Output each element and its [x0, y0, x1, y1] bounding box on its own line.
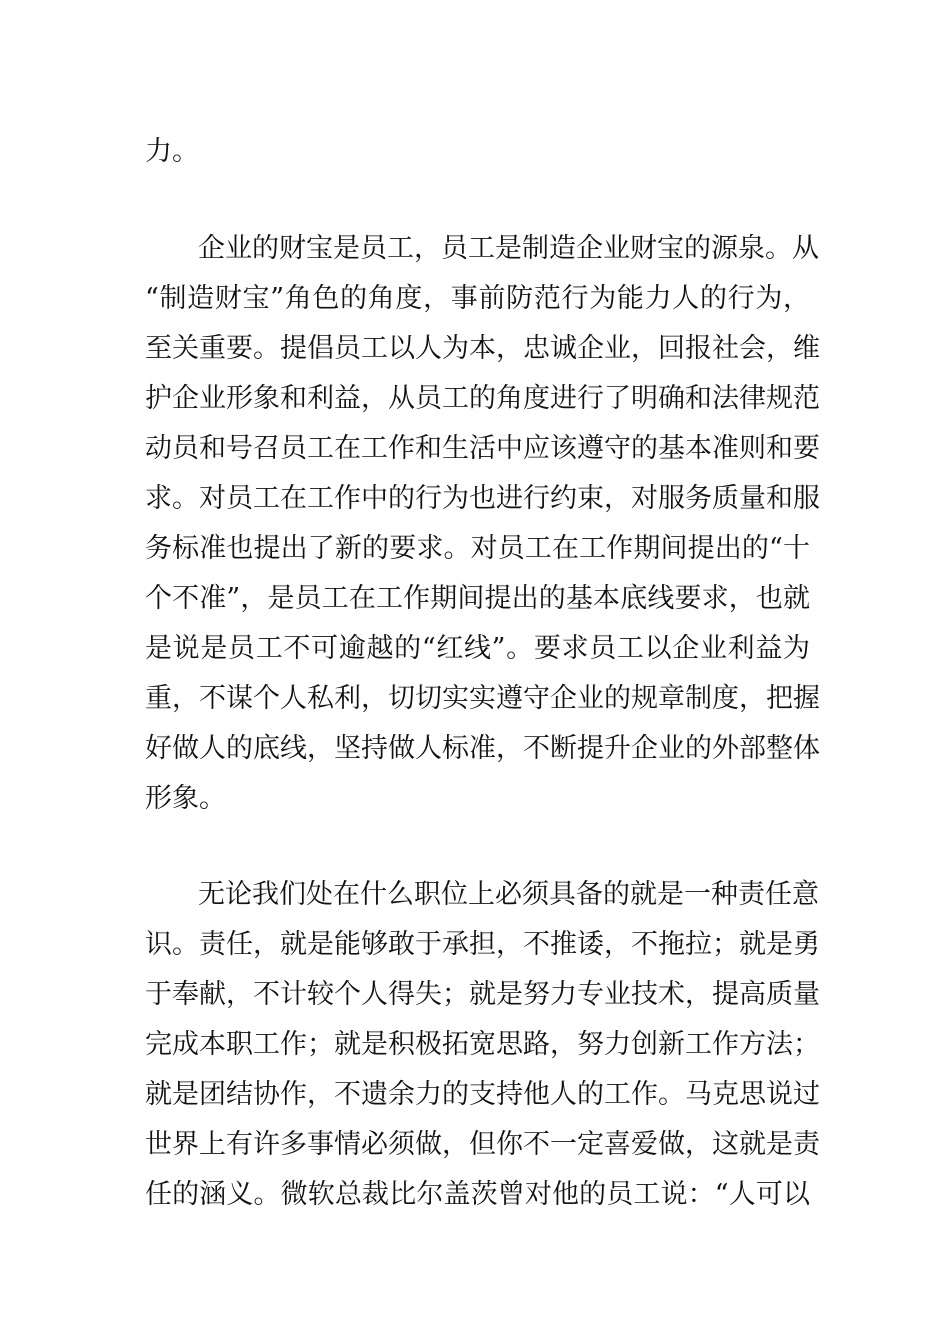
- text-line: 个不准”，是员工在工作期间提出的基本底线要求，也就: [145, 583, 810, 614]
- text-line: 识。责任，就是能够敢于承担，不推诿，不拖拉；就是勇: [145, 929, 820, 960]
- text-line: 完成本职工作；就是积极拓宽思路，努力创新工作方法；: [145, 1029, 820, 1060]
- text-line: 力。: [145, 136, 199, 167]
- text-line: 无论我们处在什么职位上必须具备的就是一种责任意: [198, 879, 819, 910]
- text-line: 是说是员工不可逾越的“红线”。要求员工以企业利益为: [145, 633, 810, 664]
- text-line: 于奉献，不计较个人得失；就是努力专业技术，提高质量: [145, 979, 820, 1010]
- text-line: 至关重要。提倡员工以人为本，忠诚企业，回报社会，维: [145, 333, 820, 364]
- text-line: 务标准也提出了新的要求。对员工在工作期间提出的“十: [145, 533, 810, 564]
- text-line: 就是团结协作，不遗余力的支持他人的工作。马克思说过: [145, 1079, 820, 1110]
- text-line: 企业的财宝是员工，员工是制造企业财宝的源泉。从: [198, 233, 819, 264]
- text-line: 任的涵义。微软总裁比尔盖茨曾对他的员工说：“人可以: [145, 1179, 810, 1210]
- text-line: 形象。: [145, 783, 226, 814]
- text-line: “制造财宝”角色的角度，事前防范行为能力人的行为，: [145, 283, 810, 314]
- text-line: 动员和号召员工在工作和生活中应该遵守的基本准则和要: [145, 433, 820, 464]
- text-line: 求。对员工在工作中的行为也进行约束，对服务质量和服: [145, 483, 820, 514]
- text-line: 世界上有许多事情必须做，但你不一定喜爱做，这就是责: [145, 1129, 820, 1160]
- text-line: 重，不谋个人私利，切切实实遵守企业的规章制度，把握: [145, 683, 820, 714]
- text-line: 护企业形象和利益，从员工的角度进行了明确和法律规范: [145, 383, 820, 414]
- text-line: 好做人的底线，坚持做人标准，不断提升企业的外部整体: [145, 733, 820, 764]
